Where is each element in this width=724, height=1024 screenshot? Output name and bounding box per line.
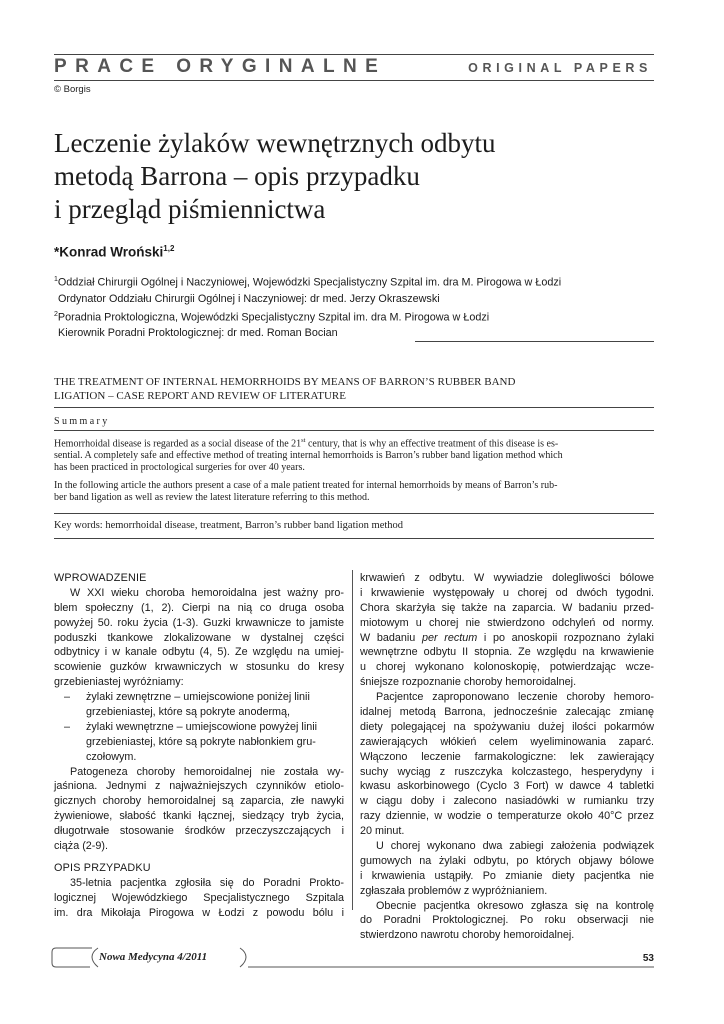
body-line: Patogeneza choroby hemoroidalnej nie została wy- — [70, 765, 344, 778]
body-line: U chorej wykonano dwa zabiegi założenia podwiązek — [376, 840, 654, 853]
page-number: 53 — [642, 953, 654, 964]
body-line: diety polegającej na spożywaniu dużej ilości pokarmów — [360, 720, 654, 733]
english-title — [54, 375, 654, 403]
summary-label: Summary — [54, 416, 110, 427]
summary-line: ber band ligation as well as review the latest literature referring to this method. — [54, 492, 370, 504]
body-line: stwierdzono nawrotu choroby hemoroidalnej. — [360, 929, 575, 942]
affiliation-line: $^2$Poradnia Proktologiczna, Wojewódzki Specjalistyczny Szpital im. dra M. Pirogowa w Łodzi — [54, 310, 490, 324]
list-item: – żylaki wewnętrzne – umiejscowione powyżej linii — [64, 720, 318, 733]
body-line: blem społeczny (1, 2). Cierpi na nią co druga osoba — [54, 601, 344, 614]
body-line: miotowym u chorej nie stwierdzono odchyleń od normy. — [360, 616, 654, 629]
english-title-rule — [54, 407, 654, 408]
copyright-notice: © Borgis — [54, 84, 91, 95]
body-line: gicznych choroby hemoroidalnej są zaparcia, złe nawyki — [54, 795, 344, 808]
body-line: Włączono leczenie farmakologiczne: lek zawierający — [360, 750, 654, 763]
keywords-rule — [54, 538, 654, 539]
body-line: poduszki tkankowe zlokalizowane w dystalnej części — [54, 631, 344, 644]
body-line: do Poradni Proktologicznej. Po roku obserwacji nie — [360, 914, 654, 927]
article-title — [54, 127, 654, 226]
top-rule — [54, 54, 654, 55]
body-line: długotrwałe stosowanie środków przeczyszczających i — [54, 825, 344, 838]
body-line: powyżej 50. roku życia (1-3). Guzki krwawnicze to jamiste — [54, 616, 344, 629]
body-line: 35-letnia pacjentka zgłosiła się do Poradni Prokto- — [70, 876, 344, 889]
body-line: zawierających włókień celem wyeliminowania zaparć. — [360, 735, 654, 748]
section-label-polish: PRACE ORYGINALNE — [54, 56, 387, 77]
affiliation-line: Ordynator Oddziału Chirurgii Ogólnej i Naczyniowej: dr med. Jerzy Okraszewski — [58, 292, 440, 305]
summary-line: Hemorrhoidal disease is regarded as a social disease of the 21st century, that is why an effective treatment of this disease is es- — [54, 437, 559, 450]
list-item-continuation: grzebieniastej, które są pokryte anodermą, — [86, 706, 291, 719]
body-line: W badaniu per rectum i po anoskopii rozpoznano żylaki — [360, 631, 654, 644]
body-line: im. dra Mikołaja Pirogowa w Łodzi z powodu bólu i — [54, 906, 344, 919]
body-line: żywieniowe, słabość tkanki łącznej, siedzący tryb życia, — [54, 810, 344, 823]
summary — [54, 435, 654, 504]
body-line: i krwawienie występowały u chorej od dwóch tygodni. — [360, 586, 654, 599]
section-heading-case-report: OPIS PRZYPADKU — [54, 861, 151, 874]
body-line: gumowych na żylaki odbytu, po których objawy bólowe — [360, 854, 654, 867]
list-item: – żylaki zewnętrzne – umiejscowione poniżej linii — [64, 691, 310, 704]
body-line: jaśniona. Jednymi z najważniejszych czynników etiolo- — [54, 780, 344, 793]
affiliation-line: $^1$Oddział Chirurgii Ogólnej i Naczyniowej, Wojewódzki Specjalistyczny Szpital im. dra M. Pirogowa w Łodzi — [54, 276, 562, 289]
journal-name: Nowa Medycyna 4/2011 — [99, 951, 208, 963]
affiliation-rule — [415, 341, 654, 342]
summary-line: has been practiced in proctological surgeries for over 40 years. — [54, 462, 305, 474]
body-line: scowienie guzków krwawniczych w stosunku do kresy — [54, 661, 344, 674]
body-line: u chorej wykonano kolonoskopię, potwierdzając wcze- — [360, 661, 654, 674]
summary-line: sential. A completely safe and effective method of treating internal hemorrhoids is Barron’s rubber band ligation method which — [54, 450, 563, 462]
body-line: idalnej metodą Barrona, jednocześnie zalecając zmianę — [360, 706, 654, 719]
body-line: grzebieniastej wyróżniamy: — [54, 676, 184, 689]
body-line: Pacjentce zaproponowano leczenie choroby hemoro- — [376, 691, 654, 704]
body-line: wewnętrzne odbytu II stopnia. Ze względu na krwawienie — [360, 646, 654, 659]
english-title-line: LIGATION – CASE REPORT AND REVIEW OF LITERATURE — [54, 390, 346, 402]
summary-line: In the following article the authors present a case of a male patient treated for internal hemorrhoids by means of Barron’s rub- — [54, 480, 558, 492]
body-line: i krwawienia ustąpiły. Po zmianie diety pacjentka nie — [360, 869, 654, 882]
author — [54, 244, 174, 260]
body-line: razy dziennie, w wodzie o temperaturze około 40°C przez — [360, 810, 654, 823]
title-line: Leczenie żylaków wewnętrznych odbytu — [54, 128, 496, 158]
body-line: śniejsze rozpoznanie choroby hemoroidalnej. — [360, 676, 577, 689]
summary-label-rule — [54, 430, 654, 431]
title-line: metodą Barrona – opis przypadku — [54, 161, 420, 191]
body-line: 20 minut. — [360, 825, 405, 838]
header-rule — [54, 80, 654, 81]
body-line: zgłaszała problemów z wypróżnianiem. — [360, 884, 548, 897]
english-title-line: THE TREATMENT OF INTERNAL HEMORRHOIDS BY MEANS OF BARRON’S RUBBER BAND — [54, 376, 516, 388]
left-column — [54, 571, 344, 920]
section-heading-introduction: WPROWADZENIE — [54, 572, 147, 584]
affiliation-line: Kierownik Poradni Proktologicznej: dr med. Roman Bocian — [58, 327, 338, 340]
body-line: Obecnie pacjentka okresowo zgłasza się na kontrolę — [376, 899, 654, 912]
author-affiliation-sup: 1,2 — [163, 244, 175, 253]
body-line: w ciągu doby i zalecono nasiadówki w rumianku trzy — [360, 795, 654, 808]
body-line: W XXI wieku choroba hemoroidalna jest ważny pro- — [70, 586, 344, 599]
column-divider — [352, 570, 353, 910]
list-item-continuation: czołowym. — [86, 750, 137, 763]
body-line: Chora skarżyła się także na zaparcia. W badaniu przed- — [360, 601, 654, 614]
section-header — [54, 56, 654, 80]
body-line: odbytnicy i w kanale odbytu (4, 5). Ze względu na umiej- — [54, 646, 344, 659]
author-name: *Konrad Wroński — [54, 244, 164, 260]
title-line: i przegląd piśmiennictwa — [54, 194, 326, 224]
body-line: suchy wyciąg z ruszczyka kolczastego, hesperydyny i — [360, 765, 654, 778]
summary-rule — [54, 513, 654, 514]
body-line: krwawień z odbytu. W wywiadzie dolegliwości bólowe — [360, 572, 654, 584]
section-label-english: ORIGINAL PAPERS — [468, 61, 652, 75]
body-line: ciąża (2-9). — [54, 840, 109, 853]
keywords: Key words: hemorrhoidal disease, treatment, Barron’s rubber band ligation method — [54, 520, 404, 531]
list-item-continuation: grzebieniastej, które są pokryte nabłonkiem gru- — [86, 735, 316, 748]
right-column — [360, 571, 654, 943]
body-line: logicznej Wojewódzkiego Specjalistycznego Szpitala — [54, 891, 344, 904]
affiliations — [54, 272, 654, 341]
body-line: kwasu askorbinowego (Cyclo 3 Fort) w dawce 4 tabletki — [360, 780, 654, 793]
